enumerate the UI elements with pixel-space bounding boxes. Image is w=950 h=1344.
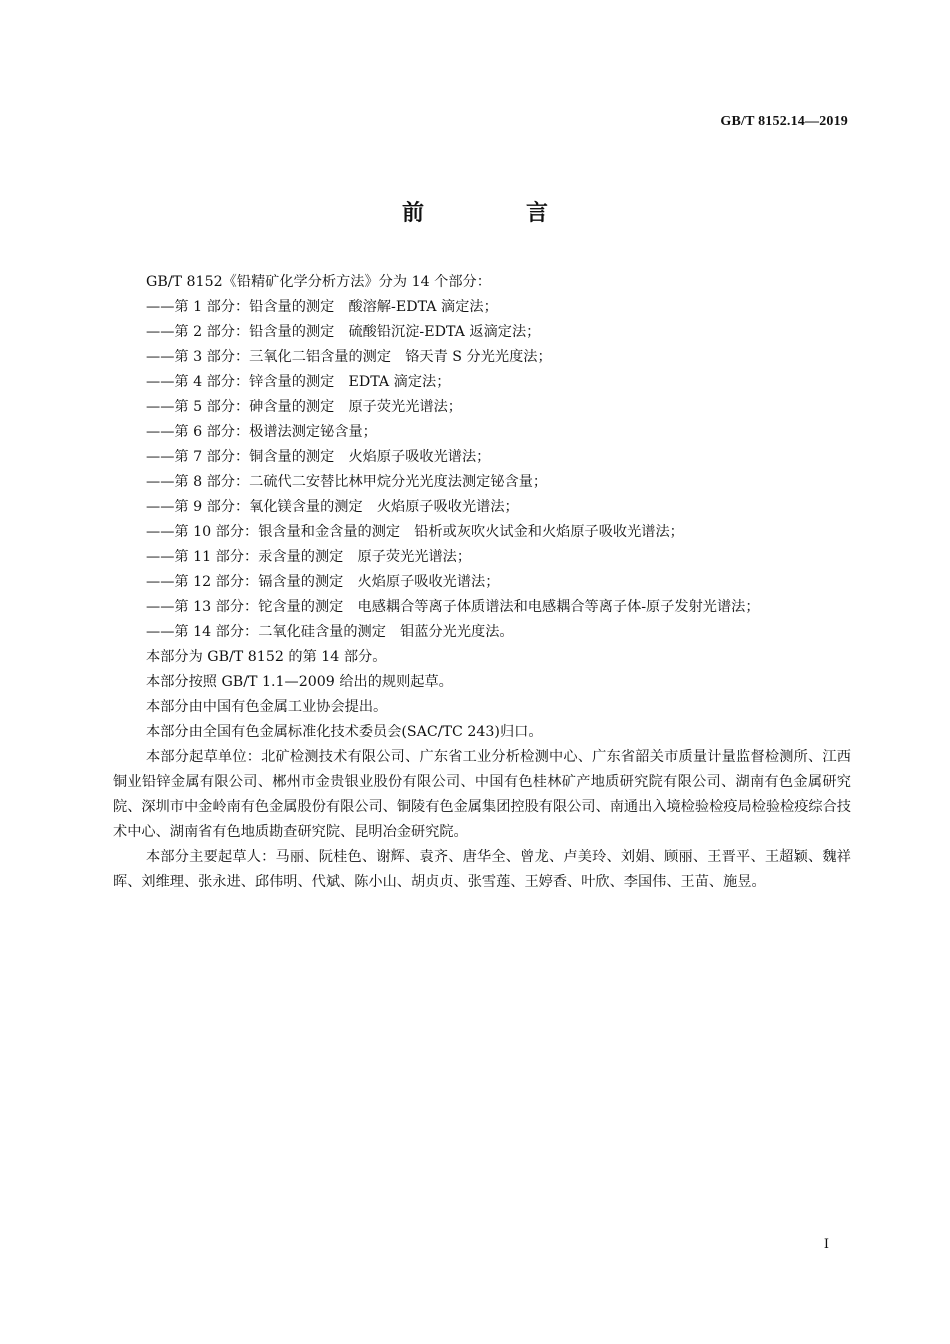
part-list-item: ——第 7 部分：铜含量的测定 火焰原子吸收光谱法；: [146, 449, 491, 465]
drafters-paragraph: 本部分主要起草人：马丽、阮桂色、谢辉、袁齐、唐华全、曾龙、卢美玲、刘娟、顾丽、王晋平、王超颖、魏祥晖、刘维理、张永进、邱伟明、代斌、陈小山、胡贞贞、张雪莲、王婷香、叶欣、李国伟、王苗、施昱。: [113, 849, 851, 890]
standard-code: GB/T 8152.14—2019: [720, 114, 848, 129]
part-list-item: ——第 13 部分：铊含量的测定 电感耦合等离子体质谱法和电感耦合等离子体-原子发射光谱法；: [146, 599, 760, 615]
page-number: I: [823, 1237, 829, 1252]
part-list-item: ——第 6 部分：极谱法测定铋含量；: [146, 424, 377, 440]
statement-paragraph: 本部分按照 GB/T 1.1—2009 给出的规则起草。: [146, 674, 453, 690]
part-list-item: ——第 2 部分：铅含量的测定 硫酸铅沉淀-EDTA 返滴定法；: [146, 324, 541, 340]
part-list-item: ——第 3 部分：三氧化二铝含量的测定 铬天青 S 分光光度法；: [146, 349, 552, 365]
page-title: 前 言: [401, 200, 588, 226]
drafting-units-paragraph: 本部分起草单位：北矿检测技术有限公司、广东省工业分析检测中心、广东省韶关市质量计量监督检测所、江西铜业铅锌金属有限公司、郴州市金贵银业股份有限公司、中国有色桂林矿产地质研究院有限公司、湖南有色金属研究院、深圳市中金岭南有色金属股份有限公司、铜陵有色金属集团控股有限公司、南通出入境检验检疫局检验检疫综合技术中心、湖南省有色地质勘查研究院、昆明冶金研究院。: [113, 749, 851, 840]
part-list-item: ——第 14 部分：二氧化硅含量的测定 钼蓝分光光度法。: [146, 624, 514, 640]
part-list-item: ——第 9 部分：氧化镁含量的测定 火焰原子吸收光谱法；: [146, 499, 519, 515]
part-list-item: ——第 1 部分：铅含量的测定 酸溶解-EDTA 滴定法；: [146, 299, 498, 315]
part-list-item: ——第 10 部分：银含量和金含量的测定 铅析或灰吹火试金和火焰原子吸收光谱法；: [146, 524, 684, 540]
statement-paragraph: 本部分由全国有色金属标准化技术委员会(SAC/TC 243)归口。: [146, 724, 543, 740]
part-list-item: ——第 4 部分：锌含量的测定 EDTA 滴定法；: [146, 374, 451, 390]
foreword-body: [113, 270, 851, 895]
statement-paragraph: 本部分为 GB/T 8152 的第 14 部分。: [146, 649, 387, 665]
part-list-item: ——第 11 部分：汞含量的测定 原子荧光光谱法；: [146, 549, 472, 565]
part-list-item: ——第 12 部分：镉含量的测定 火焰原子吸收光谱法；: [146, 574, 500, 590]
part-list-item: ——第 5 部分：砷含量的测定 原子荧光光谱法；: [146, 399, 462, 415]
part-list-item: ——第 8 部分：二硫代二安替比林甲烷分光光度法测定铋含量；: [146, 474, 548, 490]
intro-paragraph: GB/T 8152《铅精矿化学分析方法》分为 14 个部分：: [146, 274, 491, 290]
statement-paragraph: 本部分由中国有色金属工业协会提出。: [146, 699, 388, 715]
